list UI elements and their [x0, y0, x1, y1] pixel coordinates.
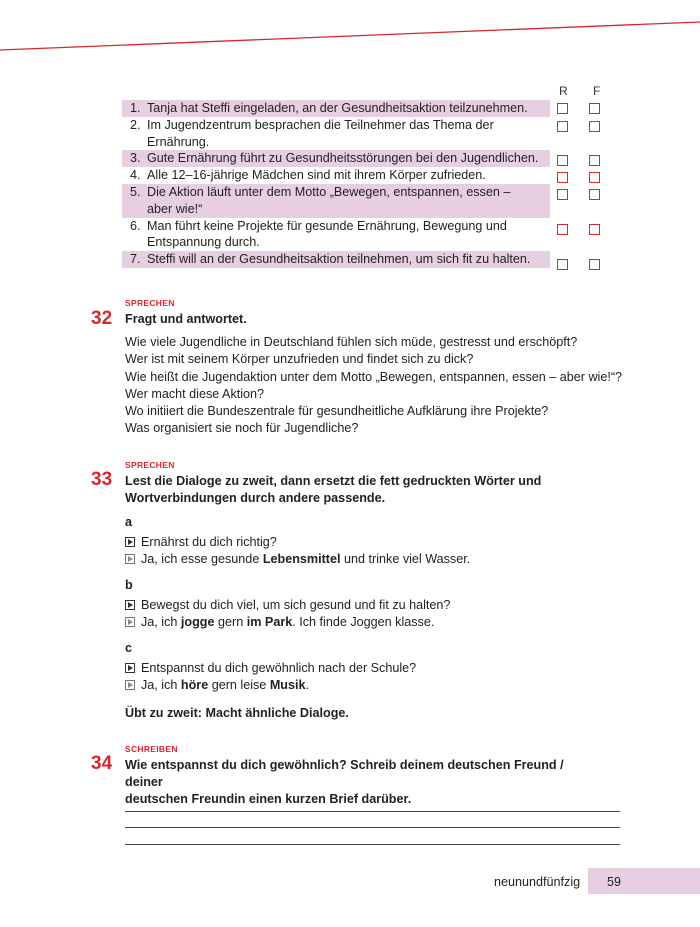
- exercise-number-33: 33: [91, 469, 113, 490]
- dialog-text: Ja, ich esse gesunde: [141, 552, 263, 566]
- dialog-line-question: [125, 534, 470, 551]
- dialog-text: Ernährst du dich richtig?: [141, 535, 277, 549]
- statement-1: [122, 100, 550, 117]
- statement-text: Tanja hat Steffi eingeladen, an der Gesundheitsaktion teilzunehmen.: [147, 101, 528, 115]
- question-3: Wie heißt die Jugendaktion unter dem Motto „Bewegen, entspannen, essen – aber wie!“?: [125, 369, 623, 384]
- question-4: Wer macht diese Aktion?: [125, 386, 265, 401]
- bold-word: jogge: [180, 615, 215, 629]
- dialog-text: und trinke viel Wasser.: [340, 552, 471, 566]
- page-number-word: neunundfünfzig: [494, 875, 581, 889]
- dialog-label-b: b: [125, 578, 133, 592]
- dialog-text: gern: [214, 615, 247, 629]
- statement-text: Im Jugendzentrum besprachen die Teilnehmer das Thema der: [147, 117, 494, 132]
- dialog-line-answer: [125, 677, 416, 694]
- dialog-text: Ja, ich: [141, 678, 181, 692]
- statement-text: Gute Ernährung führt zu Gesundheitsstörungen bei den Jugendlichen.: [147, 151, 539, 166]
- bold-word: Lebensmittel: [262, 552, 341, 566]
- checkbox-f-4[interactable]: [589, 172, 600, 183]
- checkbox-f-2[interactable]: [589, 121, 600, 132]
- statement-number: 2.: [130, 117, 141, 132]
- dialog-line-answer: [125, 551, 470, 568]
- dialog-label-a: a: [125, 515, 133, 529]
- question-5: Wo initiiert die Bundeszentrale für gesundheitliche Aufklärung ihre Projekte?: [125, 404, 549, 419]
- exercise-title-32: Fragt und antwortet.: [125, 312, 247, 326]
- checkbox-f-7[interactable]: [589, 259, 600, 270]
- dialog-text: Entspannst du dich gewöhnlich nach der Schule?: [141, 661, 417, 675]
- dialog-text: Ja, ich: [141, 615, 181, 629]
- play-icon: [125, 680, 135, 690]
- column-header-falsch: F: [593, 84, 601, 98]
- title-line: Wortverbindungen durch andere passende.: [125, 491, 386, 505]
- checkbox-f-6[interactable]: [589, 224, 600, 235]
- statement-number: 4.: [130, 168, 141, 183]
- writing-line[interactable]: [125, 811, 620, 812]
- statement-number: 6.: [130, 218, 141, 233]
- dialog-text: .: [305, 678, 310, 692]
- dialog-label-c: c: [125, 641, 133, 655]
- statement-number: 3.: [130, 151, 141, 166]
- page-number: 59: [607, 875, 622, 889]
- statement-6: [122, 218, 550, 252]
- statement-text-cont: aber wie!“: [147, 201, 203, 216]
- bold-word: höre: [180, 678, 209, 692]
- question-2: Wer ist mit seinem Körper unzufrieden und findet sich zu dick?: [125, 352, 474, 367]
- statement-number: 5.: [130, 184, 141, 199]
- checkbox-f-1[interactable]: [589, 103, 600, 114]
- statement-number: 7.: [130, 252, 141, 267]
- checkbox-f-3[interactable]: [589, 155, 600, 166]
- writing-line[interactable]: [125, 844, 620, 845]
- play-icon: [125, 617, 135, 627]
- statement-3: [122, 150, 550, 167]
- play-icon: [125, 537, 135, 547]
- statement-number: 1.: [130, 101, 141, 115]
- exercise-title-33: [125, 473, 585, 507]
- statement-text: Die Aktion läuft unter dem Motto „Bewegen, entspannen, essen –: [147, 184, 511, 199]
- statement-5: [122, 184, 550, 218]
- statement-text: Steffi will an der Gesundheitsaktion teilnehmen, um sich fit zu halten.: [147, 252, 531, 267]
- dialog-a: [125, 534, 470, 568]
- question-6: Was organisiert sie noch für Jugendliche?: [125, 421, 359, 436]
- section-label-sprechen: SPRECHEN: [125, 460, 175, 470]
- dialog-text: gern leise: [208, 678, 270, 692]
- checkbox-r-1[interactable]: [557, 103, 568, 114]
- statement-2: [122, 117, 550, 151]
- question-1: Wie viele Jugendliche in Deutschland fühlen sich müde, gestresst und erschöpft?: [125, 335, 578, 349]
- dialog-c: [125, 660, 416, 694]
- bold-word: im Park: [246, 615, 293, 629]
- play-icon: [125, 600, 135, 610]
- statement-7: [122, 251, 550, 268]
- checkbox-r-7[interactable]: [557, 259, 568, 270]
- checkbox-r-5[interactable]: [557, 189, 568, 200]
- column-header-richtig: R: [559, 84, 568, 98]
- section-label-schreiben: SCHREIBEN: [125, 744, 178, 754]
- writing-line[interactable]: [125, 827, 620, 828]
- checkbox-r-3[interactable]: [557, 155, 568, 166]
- dialog-b: [125, 597, 450, 631]
- checkbox-r-6[interactable]: [557, 224, 568, 235]
- statement-text-cont: Ernährung.: [147, 134, 210, 149]
- exercise-33-closing: Übt zu zweit: Macht ähnliche Dialoge.: [125, 706, 349, 720]
- dialog-line-question: [125, 660, 416, 677]
- dialog-line-question: [125, 597, 450, 614]
- title-line: Wie entspannst du dich gewöhnlich? Schreib deinem deutschen Freund / deiner: [125, 758, 564, 789]
- exercise-title-34: [125, 757, 595, 808]
- question-list: [125, 334, 622, 438]
- statement-text: Alle 12–16-jährige Mädchen sind mit ihrem Körper zufrieden.: [147, 168, 486, 183]
- bold-word: Musik: [269, 678, 306, 692]
- checkbox-r-4[interactable]: [557, 172, 568, 183]
- dialog-text: . Ich finde Joggen klasse.: [292, 615, 435, 629]
- page-number-band: [588, 868, 700, 894]
- header-red-line: [0, 0, 700, 60]
- exercise-number-32: 32: [91, 308, 113, 329]
- title-line: Lest die Dialoge zu zweit, dann ersetzt die fett gedruckten Wörter und: [125, 474, 542, 488]
- dialog-line-answer: [125, 614, 450, 631]
- play-icon: [125, 554, 135, 564]
- true-false-statements: [122, 100, 550, 268]
- statement-4: [122, 167, 550, 184]
- section-label-sprechen: SPRECHEN: [125, 298, 175, 308]
- statement-text: Man führt keine Projekte für gesunde Ernährung, Bewegung und: [147, 218, 507, 233]
- title-line: deutschen Freundin einen kurzen Brief darüber.: [125, 792, 412, 806]
- statement-text-cont: Entspannung durch.: [147, 235, 260, 250]
- dialog-text: Bewegst du dich viel, um sich gesund und fit zu halten?: [141, 598, 451, 612]
- exercise-number-34: 34: [91, 753, 113, 774]
- play-icon: [125, 663, 135, 673]
- checkbox-f-5[interactable]: [589, 189, 600, 200]
- checkbox-r-2[interactable]: [557, 121, 568, 132]
